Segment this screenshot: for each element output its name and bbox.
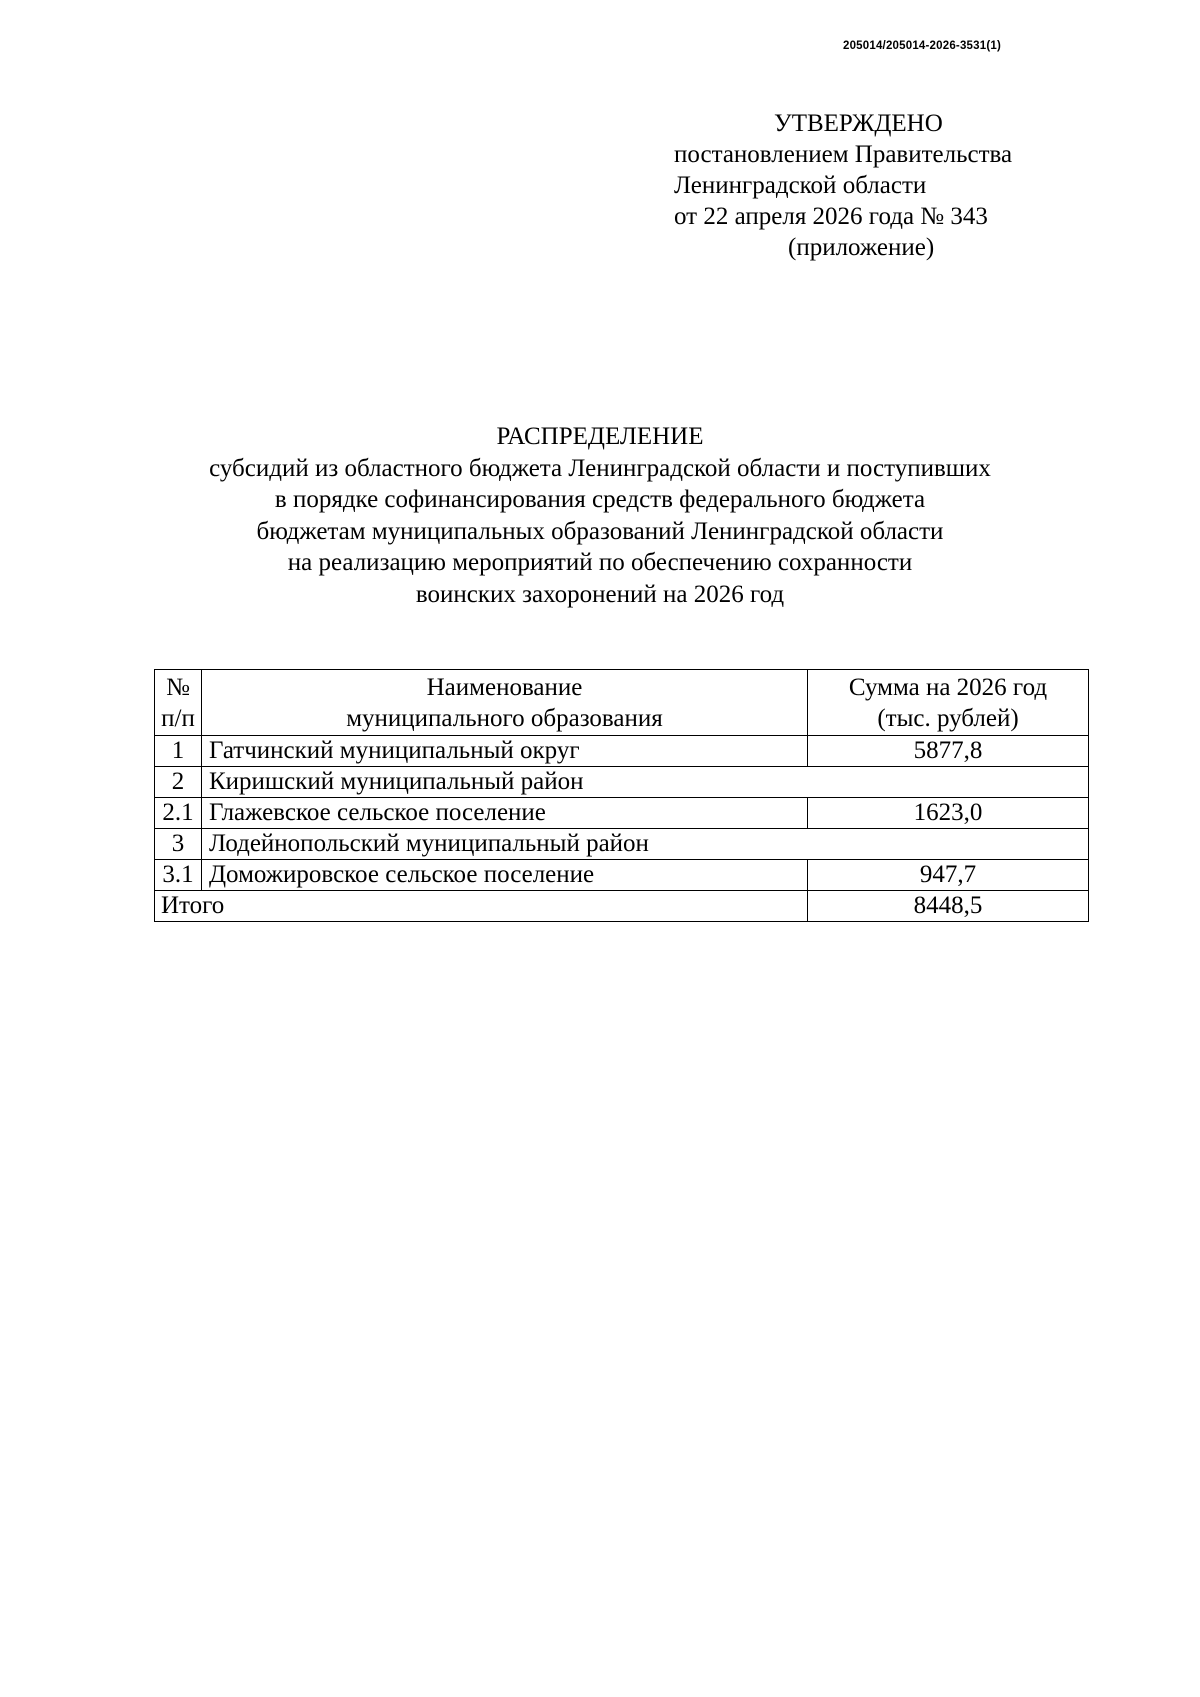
row-name: Лодейнопольский муниципальный район (202, 829, 1089, 860)
heading-line-4: на реализацию мероприятий по обеспечению сохранности (287, 549, 913, 576)
row-name: Гатчинский муниципальный округ (202, 736, 808, 767)
heading-line-5: воинских захоронений на 2026 год (415, 580, 785, 608)
table-row (155, 736, 1089, 767)
header-sum-line-1: Сумма на 2026 год (848, 674, 1048, 701)
table-row (155, 829, 1089, 860)
table-row (155, 860, 1089, 891)
approval-stamp (674, 108, 1074, 263)
row-number: 2 (155, 767, 202, 798)
approval-line-2: Ленинградской области (674, 172, 927, 199)
heading-line-3: бюджетам муниципальных образований Ленинградской области (256, 517, 944, 545)
header-num-line-2: п/п (161, 705, 195, 732)
header-name (202, 670, 808, 736)
row-number: 3 (155, 829, 202, 860)
total-sum: 8448,5 (808, 891, 1089, 922)
header-num (155, 670, 202, 736)
row-sum: 1623,0 (808, 798, 1089, 829)
allocation-table (154, 669, 1089, 922)
header-sum (808, 670, 1089, 736)
heading-line-2: в порядке софинансирования средств федерального бюджета (274, 486, 926, 513)
approval-line-3: от 22 апреля 2026 года № 343 (674, 203, 988, 230)
header-name-line-1: Наименование (426, 674, 583, 701)
header-sum-line-2: (тыс. рублей) (877, 705, 1019, 732)
row-sum: 5877,8 (808, 736, 1089, 767)
table-header-row (155, 670, 1089, 736)
header-name-line-2: муниципального образования (346, 705, 663, 732)
approval-line-1: постановлением Правительства (674, 141, 1013, 168)
document-id: 205014/205014-2026-3531(1) (842, 40, 1001, 52)
row-number: 2.1 (155, 798, 202, 829)
row-name: Доможировское сельское поселение (202, 860, 808, 891)
row-name: Глажевское сельское поселение (202, 798, 808, 829)
row-name: Киришский муниципальный район (202, 767, 1089, 798)
approval-note: (приложение) (788, 234, 935, 261)
row-number: 1 (155, 736, 202, 767)
approval-title: УТВЕРЖДЕНО (774, 110, 943, 137)
row-sum: 947,7 (808, 860, 1089, 891)
header-num-line-1: № (166, 674, 190, 701)
document-heading (0, 421, 1200, 610)
heading-title: РАСПРЕДЕЛЕНИЕ (496, 423, 704, 450)
table-row (155, 798, 1089, 829)
heading-line-1: субсидий из областного бюджета Ленинградской области и поступивших (209, 454, 991, 482)
total-label: Итого (155, 891, 808, 922)
table-row (155, 767, 1089, 798)
table-total-row (155, 891, 1089, 922)
row-number: 3.1 (155, 860, 202, 891)
